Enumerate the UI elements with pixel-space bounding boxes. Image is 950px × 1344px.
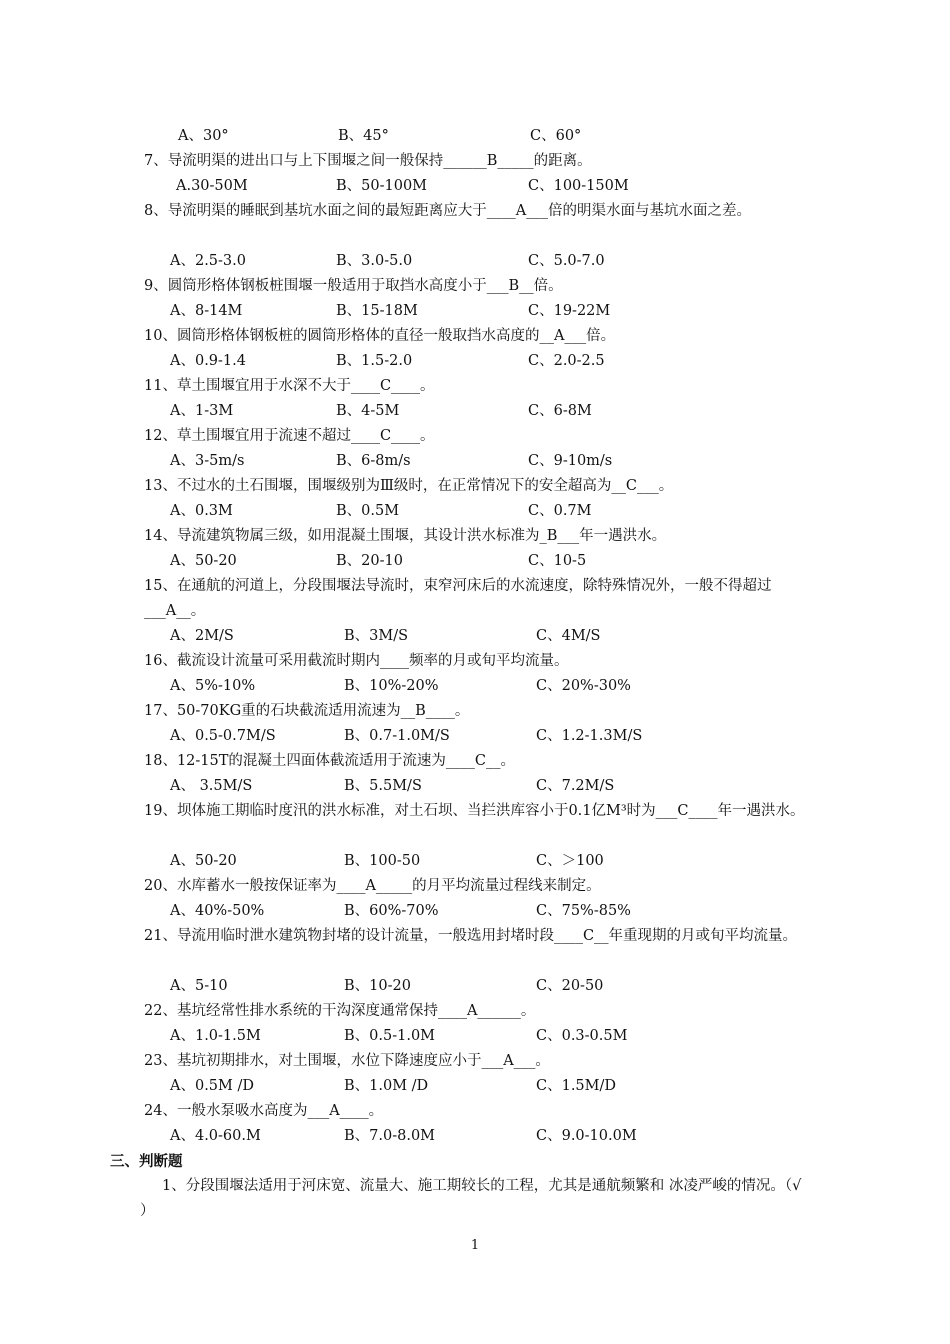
option-b: B、5.5M/S [344,778,422,794]
option-a: A、2M/S [170,628,234,644]
option-a: A、50-20 [170,853,237,869]
question-21: 21、导流用临时泄水建筑物封堵的设计流量，一般选用封堵时段____C__年重现期的月或旬平均流量。 [144,928,798,944]
options-row-q14 [140,549,810,574]
option-a: A、50-20 [170,553,237,569]
option-c: C、100-150M [528,178,629,194]
option-a: A.30-50M [176,178,248,194]
question-9: 9、圆筒形格体钢板桩围堰一般适用于取挡水高度小于___B__倍。 [144,278,563,294]
option-c: C、10-5 [528,553,587,569]
options-row-q8 [140,249,810,274]
options-row-q16 [140,674,810,699]
true-false-item-1 [140,1174,810,1224]
options-row-q6 [140,124,810,149]
option-b: B、1.0M /D [344,1078,429,1094]
option-b: B、20-10 [336,553,403,569]
option-c: C、0.7M [528,503,592,519]
option-c: C、9-10m/s [528,453,613,469]
true-false-item-text: 1、分段围堰法适用于河床宽、流量大、施工期较长的工程，尤其是通航频繁和 冰凌严峻的情况。（√ ） [140,1178,802,1219]
question-14: 14、导流建筑物属三级，如用混凝土围堰，其设计洪水标准为_B___年一遇洪水。 [144,528,667,544]
page-number: 1 [470,1238,480,1253]
option-a: A、1.0-1.5M [170,1028,261,1044]
option-a: A、0.9-1.4 [170,353,246,369]
options-row-q19 [140,849,810,874]
options-row-q20 [140,899,810,924]
option-c: C、5.0-7.0 [528,253,605,269]
option-c: C、4M/S [536,628,601,644]
option-c: C、1.2-1.3M/S [536,728,643,744]
question-19: 19、坝体施工期临时度汛的洪水标准，对土石坝、当拦洪库容小于0.1亿M³时为___C____年一遇洪水。 [144,803,805,819]
option-c: C、2.0-2.5 [528,353,605,369]
question-22: 22、基坑经常性排水系统的干沟深度通常保持____A______。 [144,1003,536,1019]
option-c: C、＞100 [536,853,604,869]
options-row-q24 [140,1124,810,1149]
question-18: 18、12-15T的混凝土四面体截流适用于流速为____C__。 [144,753,516,769]
option-b: B、0.5M [336,503,400,519]
option-a: A、4.0-60.M [170,1128,261,1144]
option-c: C、0.3-0.5M [536,1028,628,1044]
question-11: 11、草土围堰宜用于水深不大于____C____。 [144,378,435,394]
question-16: 16、截流设计流量可采用截流时期内____频率的月或旬平均流量。 [144,653,569,669]
option-c: C、60° [530,128,582,144]
option-b: B、3M/S [344,628,409,644]
option-a: A、5-10 [170,978,228,994]
option-b: B、100-50 [344,853,421,869]
options-row-q9 [140,299,810,324]
question-23: 23、基坑初期排水，对土围堰，水位下降速度应小于___A___。 [144,1053,550,1069]
options-row-q10 [140,349,810,374]
option-b: B、45° [338,128,389,144]
options-row-q13 [140,499,810,524]
question-15: 15、在通航的河道上，分段围堰法导流时，束窄河床后的水流速度，除特殊情况外，一般不得超过___A__。 [144,578,772,619]
option-a: A、 3.5M/S [170,778,253,794]
option-b: B、15-18M [336,303,418,319]
question-7: 7、导流明渠的进出口与上下围堰之间一般保持______B_____的距离。 [144,153,592,169]
options-row-q18 [140,774,810,799]
options-row-q17 [140,724,810,749]
option-c: C、7.2M/S [536,778,615,794]
option-c: C、75%-85% [536,903,631,919]
options-row-q12 [140,449,810,474]
option-b: B、1.5-2.0 [336,353,413,369]
option-b: B、10%-20% [344,678,439,694]
question-8: 8、导流明渠的睡眠到基坑水面之间的最短距离应大于____A___倍的明渠水面与基坑水面之差。 [144,203,751,219]
option-a: A、1-3M [170,403,234,419]
option-b: B、6-8m/s [336,453,411,469]
options-row-q22 [140,1024,810,1049]
option-a: A、2.5-3.0 [170,253,246,269]
option-b: B、4-5M [336,403,400,419]
options-row-q11 [140,399,810,424]
options-row-q23 [140,1074,810,1099]
options-row-q15 [140,624,810,649]
option-c: C、20%-30% [536,678,631,694]
option-c: C、1.5M/D [536,1078,617,1094]
option-a: A、5%-10% [170,678,256,694]
option-c: C、20-50 [536,978,604,994]
option-a: A、0.5M /D [170,1078,254,1094]
option-a: A、8-14M [170,303,243,319]
question-12: 12、草土围堰宜用于流速不超过____C____。 [144,428,435,444]
option-a: A、0.5-0.7M/S [170,728,276,744]
question-10: 10、圆筒形格体钢板桩的圆筒形格体的直径一般取挡水高度的__A___倍。 [144,328,616,344]
option-b: B、10-20 [344,978,411,994]
option-b: B、0.5-1.0M [344,1028,436,1044]
option-a: A、40%-50% [170,903,265,919]
option-a: A、0.3M [170,503,233,519]
exam-content [110,124,810,1224]
option-b: B、0.7-1.0M/S [344,728,450,744]
section-heading-true-false: 三、判断题 [110,1153,183,1170]
options-row-q21 [140,974,810,999]
question-17: 17、50-70KG重的石块截流适用流速为__B____。 [144,703,470,719]
options-row-q7 [140,174,810,199]
option-b: B、50-100M [336,178,428,194]
question-20: 20、水库蓄水一般按保证率为____A_____的月平均流量过程线来制定。 [144,878,601,894]
option-b: B、7.0-8.0M [344,1128,436,1144]
question-24: 24、一般水泵吸水高度为___A____。 [144,1103,384,1119]
question-13: 13、不过水的土石围堰，围堰级别为Ⅲ级时，在正常情况下的安全超高为__C___。 [144,478,674,494]
option-a: A、3-5m/s [170,453,245,469]
option-c: C、9.0-10.0M [536,1128,637,1144]
option-c: C、6-8M [528,403,592,419]
option-b: B、60%-70% [344,903,439,919]
option-b: B、3.0-5.0 [336,253,413,269]
option-a: A、30° [178,128,229,144]
option-c: C、19-22M [528,303,611,319]
